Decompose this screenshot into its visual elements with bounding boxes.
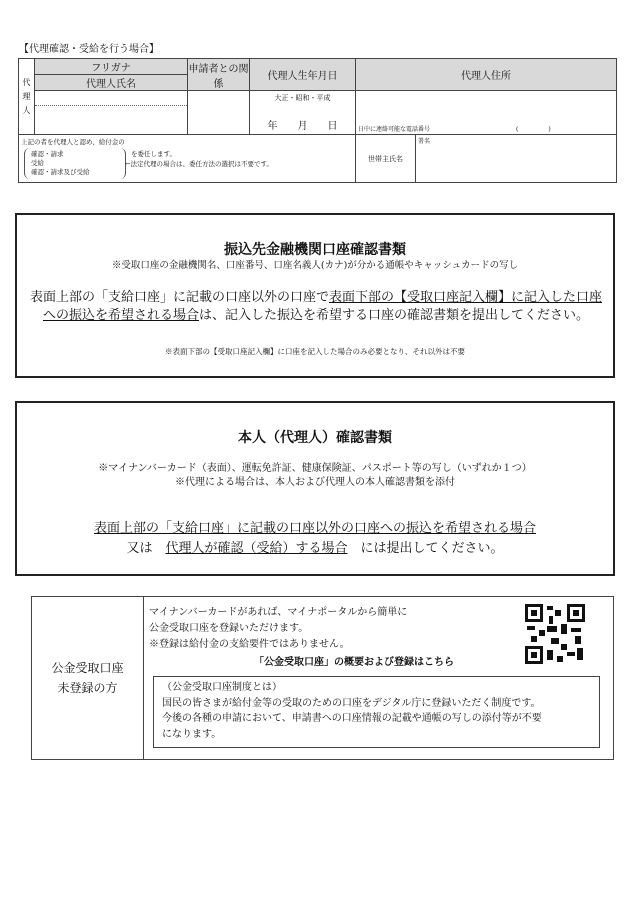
option-receive[interactable]: 受給 xyxy=(31,159,44,167)
koukin-inner-2: 今後の各種の申請において、申請書への口座情報の記載や通帳の写しの添付等が不要 xyxy=(162,713,542,724)
bank-body-2: 表面下部の【受取口座記入欄】に記入 xyxy=(328,290,550,305)
phone-label: 日中に連絡可能な電話番号 xyxy=(358,126,431,133)
koukin-inner-3: になります。 xyxy=(162,728,222,740)
legal-note: ←法定代理の場合は、委任方法の選択は不要です。 xyxy=(125,160,273,168)
name-header: 代理人氏名 xyxy=(35,75,188,91)
relation-input-cell[interactable] xyxy=(188,91,250,135)
bank-body-4: は、記入した振込を希望する口座の確認書類を提出し xyxy=(198,308,511,323)
id-box-line2: ※代理による場合は、本人および代理人の本人確認書類を添付 xyxy=(175,477,455,488)
id-box-cond1: 表面上部の「支給口座」に記載の口座以外の口座への振込を希望される場合 xyxy=(93,521,536,536)
delegate-text: 上記の者を代理人と認め、給付金の xyxy=(21,138,125,146)
koukin-label-1: 公金受取口座 xyxy=(51,661,124,675)
koukin-inner-title: （公金受取口座制度とは） xyxy=(162,682,282,693)
agent-row-label: 代理人 xyxy=(19,59,35,135)
id-box-title: 本人（代理人）確認書類 xyxy=(238,430,392,446)
delegation-cell xyxy=(19,135,356,183)
dob-header: 代理人生年月日 xyxy=(250,59,356,91)
address-header: 代理人住所 xyxy=(356,59,617,91)
id-or: 又は xyxy=(126,541,153,556)
address-input-cell[interactable] xyxy=(356,91,617,135)
furigana-header: フリガナ xyxy=(35,59,188,75)
name-input-cell[interactable] xyxy=(35,91,188,135)
koukin-line1: マイナンバーカードがあれば、マイナポータルから簡単に xyxy=(149,607,408,618)
bank-box-body xyxy=(29,289,603,325)
householder-label: 世帯主氏名 xyxy=(356,135,416,183)
koukin-text xyxy=(149,605,407,653)
id-confirm-box xyxy=(15,401,615,576)
phone-paren: ( ) xyxy=(516,126,551,133)
bank-box-subtitle: ※受取口座の金融機関名、口座番号、口座名義人(カナ)が分かる通帳やキャッシュカードの写し xyxy=(111,260,519,271)
koukin-inner-1: 国民の皆さまが給付金等の受取のための口座をデジタル庁に登録いただく制度です。 xyxy=(162,697,541,709)
relation-header: 申請者との関係 xyxy=(188,59,250,91)
koukin-line3: ※登録は給付金の支給要件ではありません。 xyxy=(149,639,350,650)
id-box-line1: ※マイナンバーカード（表面）、運転免許証、健康保険証、パスポート等の写し（いずれか１つ） xyxy=(98,463,532,474)
signature-label: 署名 xyxy=(418,138,431,145)
bank-body-1: 表面上部の「支給口座」に記載の口座以外の口座で xyxy=(29,290,329,305)
bank-body-3: した口座への振込を希望される場合 xyxy=(42,290,603,323)
id-cond2: 代理人が確認（受給）する場合 xyxy=(165,541,348,556)
date-units: 年 月 日 xyxy=(267,121,338,132)
agent-table xyxy=(18,58,617,183)
option-confirm[interactable]: 確認・請求 xyxy=(31,150,64,158)
agent-section-title: 【代理確認・受給を行う場合】 xyxy=(19,44,159,55)
qr-code-icon[interactable] xyxy=(525,604,585,664)
delegate-options[interactable] xyxy=(31,150,90,177)
entrust-text: を委任します。 xyxy=(131,150,176,158)
dob-input-cell[interactable] xyxy=(250,91,356,135)
id-cond2-tail: には提出してください。 xyxy=(360,541,504,556)
koukin-line2: 公金受取口座を登録いただけます。 xyxy=(149,623,309,634)
koukin-label-2: 未登録の方 xyxy=(57,681,118,695)
bank-box-note: ※表面下部の【受取口座記入欄】に口座を記入した場合のみ必要となり、それ以外は不要 xyxy=(165,347,465,356)
koukin-info-box xyxy=(153,676,600,748)
option-both[interactable]: 確認・請求及び受給 xyxy=(31,168,90,176)
id-box-cond2-line xyxy=(17,537,613,556)
koukin-link-text[interactable]: 「公金受取口座」の概要および登録はこちら xyxy=(254,657,454,668)
era-options: 大正・昭和・平成 xyxy=(274,94,331,102)
koukin-section xyxy=(31,596,614,760)
bank-confirm-box xyxy=(15,213,615,378)
koukin-label xyxy=(32,597,144,759)
signature-cell[interactable] xyxy=(416,135,617,183)
bank-body-5: てください。 xyxy=(511,308,590,323)
bank-box-title: 振込先金融機関口座確認書類 xyxy=(224,242,406,258)
